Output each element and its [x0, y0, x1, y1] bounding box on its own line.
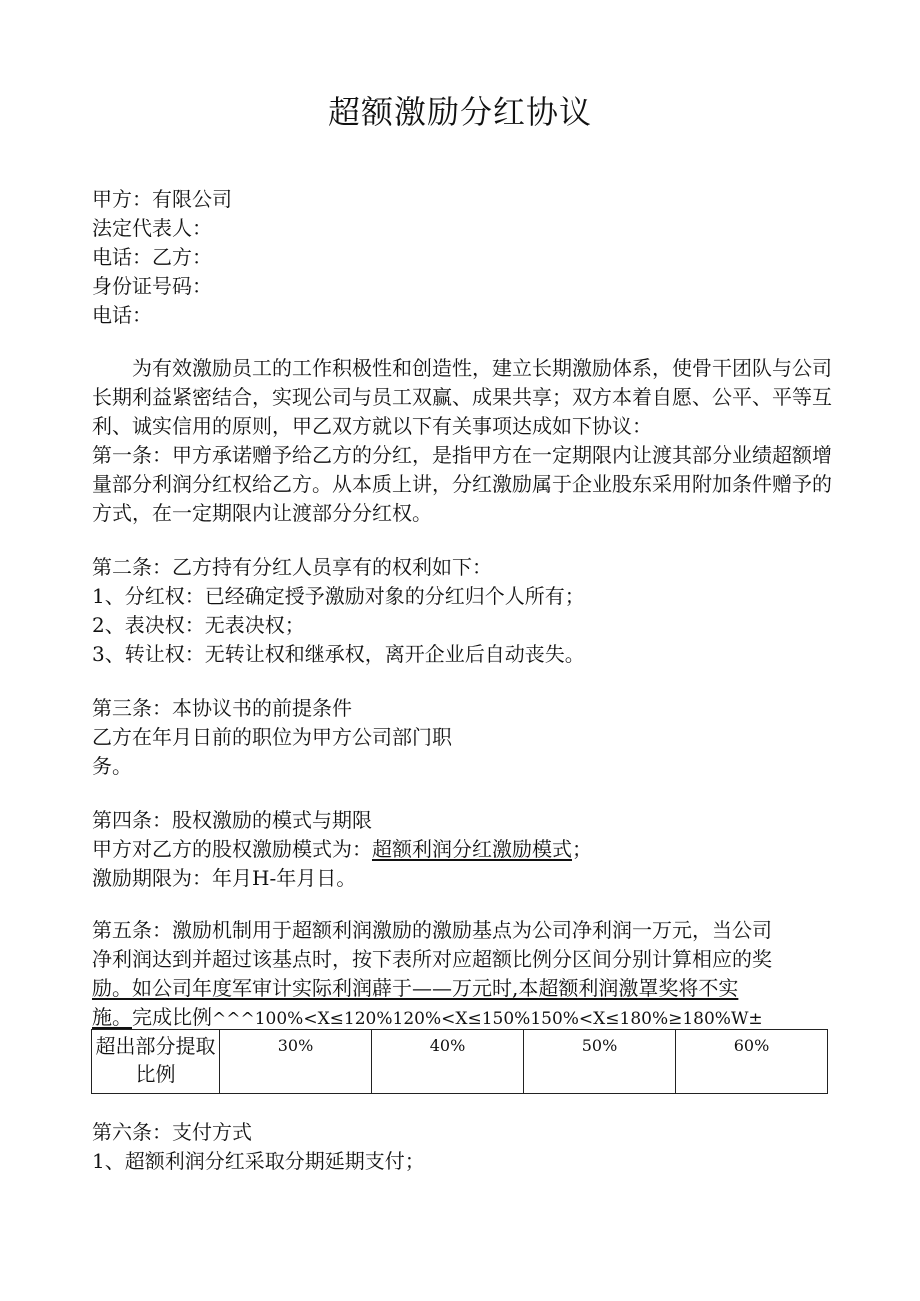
preamble-paragraph: 为有效激励员工的工作积极性和创造性，建立长期激励体系，使骨干团队与公司长期利益紧密结合，实现公司与员工双赢、成果共享；双方本着自愿、公平、平等互利、诚实信用的原则，甲乙双方就以下有关事项达成如下协议： — [92, 356, 832, 438]
completion-ratio-label: 完成比例 — [132, 1005, 212, 1029]
table-cell: 40% — [372, 1030, 524, 1094]
article-6-section — [92, 1118, 832, 1176]
party-a-line: 甲方：有限公司 — [92, 187, 232, 211]
table-cell: 30% — [220, 1030, 372, 1094]
article-4-heading: 第四条：股权激励的模式与期限 — [92, 808, 372, 832]
article-6-item: 1、超额利润分红采取分期延期支付； — [92, 1149, 425, 1173]
legal-representative-line: 法定代表人： — [92, 216, 212, 240]
parties-section — [92, 185, 832, 330]
article-5-line: 励。如公司年度军审计实际利润薜于——万元时,本超额利润激罩奖将不实 — [92, 976, 739, 1000]
id-number-line: 身份证号码： — [92, 274, 212, 298]
article-3-line: 务。 — [92, 754, 132, 778]
mode-suffix: ； — [572, 837, 592, 861]
mode-prefix: 甲方对乙方的股权激励模式为： — [92, 837, 372, 861]
article-4-section — [92, 806, 832, 893]
article-5-line: 净利润达到并超过该基点时，按下表所对应超额比例分区间分别计算相应的奖 — [92, 947, 772, 971]
table-row — [92, 1030, 828, 1094]
table-cell: 60% — [676, 1030, 828, 1094]
article-2-item: 1、分红权：已经确定授予激励对象的分红归个人所有； — [92, 584, 585, 608]
article-5-end-fragment: 施。 — [92, 1005, 132, 1029]
extraction-ratio-table — [91, 1029, 828, 1094]
article-3-heading: 第三条：本协议书的前提条件 — [92, 696, 352, 720]
table-cell: 50% — [524, 1030, 676, 1094]
article-4-mode-line — [92, 835, 832, 864]
table-row-label: 超出部分提取比例 — [92, 1030, 220, 1094]
article-1-paragraph: 第一条：甲方承诺赠予给乙方的分红，是指甲方在一定期限内让渡其部分业绩超额增量部分利润分红权给乙方。从本质上讲，分红激励属于企业股东采用附加条件赠予的方式，在一定期限内让渡部分分红权。 — [92, 443, 832, 525]
article-3-section — [92, 694, 832, 781]
article-3-line: 乙方在年月日前的职位为甲方公司部门职 — [92, 725, 452, 749]
article-2-item: 2、表决权：无表决权； — [92, 613, 305, 637]
document-title: 超额激励分红协议 — [327, 93, 592, 131]
completion-ratio-ranges: ^^^100%<X≤120%120%<X≤150%150%<X≤180%≥180%W± — [212, 1009, 763, 1029]
phone-party-b-line: 电话：乙方： — [92, 245, 212, 269]
phone-line: 电话： — [92, 303, 152, 327]
article-5-line: 第五条：激励机制用于超额利润激励的激励基点为公司净利润一万元，当公司 — [92, 918, 772, 942]
preamble-section — [92, 354, 832, 528]
article-2-item: 3、转让权：无转让权和继承权，离开企业后自动丧失。 — [92, 642, 585, 666]
mode-value: 超额利润分红激励模式 — [372, 837, 572, 861]
article-6-heading: 第六条：支付方式 — [92, 1120, 252, 1144]
article-2-heading: 第二条：乙方持有分红人员享有的权利如下： — [92, 555, 492, 579]
article-5-section — [92, 916, 832, 1034]
article-4-period-line: 激励期限为：年月H-年月日。 — [92, 866, 357, 890]
article-2-section — [92, 553, 832, 669]
